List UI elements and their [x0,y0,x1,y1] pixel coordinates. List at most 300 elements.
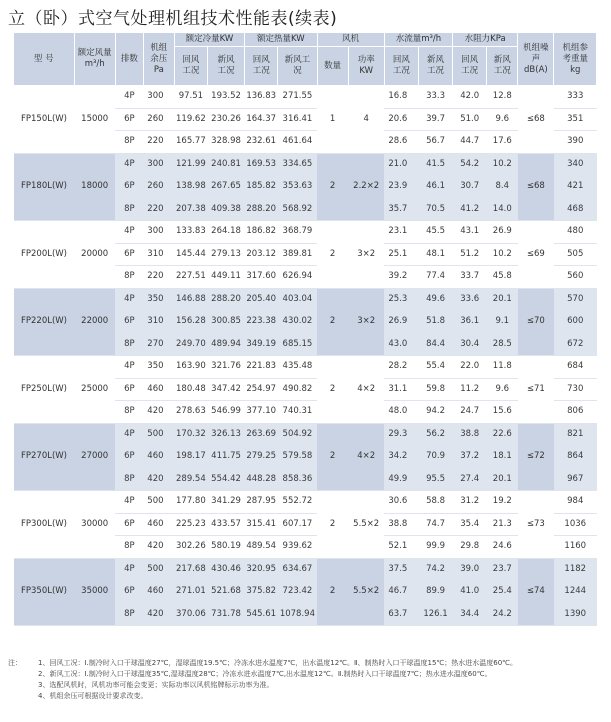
noise-value: ≤68 [518,86,554,154]
note-1: 1、回风工况：Ⅰ.制冷时入口干球温度27℃，湿球温度19.5℃；冷冻水进水温度7℃，出水温度12℃。Ⅱ、制热时入口干球温度15℃；热水进水温度60℃。 [38,659,518,667]
fan-qty: 2 [317,221,348,289]
static-pressure: 220 [143,198,174,221]
flow-return: 21.0 [384,153,418,176]
cooling-return: 289.54 [174,468,207,491]
cooling-fresh: 321.76 [207,356,244,379]
table-header [14,33,597,86]
heating-fresh: 368.79 [278,221,317,244]
static-pressure: 310 [143,311,174,334]
row-count: 8P [115,468,143,491]
flow-return: 48.0 [384,401,418,424]
res-return: 34.4 [453,603,487,626]
res-fresh: 26.9 [487,221,518,244]
fan-qty: 2 [317,423,348,491]
row-count: 8P [115,401,143,424]
flow-return: 20.6 [384,108,418,131]
model-name: FP350L(W) [14,558,74,626]
flow-fresh: 48.1 [418,243,452,266]
flow-return: 38.8 [384,513,418,536]
static-pressure: 420 [143,468,174,491]
cooling-return: 165.77 [174,131,207,154]
header-res-fresh: 新风工况 [487,47,518,86]
static-pressure: 300 [143,153,174,176]
static-pressure: 460 [143,446,174,469]
static-pressure: 460 [143,581,174,604]
res-return: 24.7 [453,401,487,424]
heating-fresh: 607.17 [278,513,317,536]
heating-return: 186.82 [245,221,278,244]
page-title: 立（卧）式空气处理机组技术性能表(续表) [8,9,338,29]
row-count: 4P [115,558,143,581]
model-group-fp350 [14,558,597,626]
table-row [14,356,597,379]
cooling-fresh: 411.75 [207,446,244,469]
row-count: 4P [115,86,143,109]
model-name: FP200L(W) [14,221,74,289]
fan-qty: 2 [317,491,348,559]
heating-return: 489.54 [245,536,278,559]
cooling-fresh: 328.98 [207,131,244,154]
row-count: 6P [115,176,143,199]
cooling-fresh: 546.99 [207,401,244,424]
heating-return: 223.38 [245,311,278,334]
table-row [14,423,597,446]
row-count: 6P [115,243,143,266]
static-pressure: 460 [143,513,174,536]
header-cooling: 额定冷量KW [174,33,244,47]
static-pressure: 460 [143,378,174,401]
flow-fresh: 49.6 [418,288,452,311]
flow-fresh: 56.2 [418,423,452,446]
res-return: 51.0 [453,108,487,131]
res-fresh: 45.8 [487,266,518,289]
flow-return: 16.8 [384,86,418,109]
flow-fresh: 33.3 [418,86,452,109]
cooling-fresh: 433.57 [207,513,244,536]
flow-return: 26.9 [384,311,418,334]
res-fresh: 8.4 [487,176,518,199]
weight-value: 1390 [554,603,597,626]
heating-fresh: 403.04 [278,288,317,311]
row-count: 4P [115,221,143,244]
row-count: 6P [115,311,143,334]
cooling-return: 227.51 [174,266,207,289]
heating-fresh: 634.67 [278,558,317,581]
header-water-resistance: 水阻力KPa [453,33,518,47]
weight-value: 672 [554,333,597,356]
fan-power: 5.5×2 [348,558,384,626]
model-group-fp180 [14,153,597,221]
res-return: 54.2 [453,153,487,176]
airflow-value: 20000 [74,221,115,289]
fan-qty: 2 [317,558,348,626]
table-row [14,491,597,514]
flow-fresh: 45.5 [418,221,452,244]
table-row [14,558,597,581]
table-row [14,153,597,176]
flow-return: 35.7 [384,198,418,221]
weight-value: 333 [554,86,597,109]
res-return: 37.2 [453,446,487,469]
cooling-return: 207.38 [174,198,207,221]
static-pressure: 260 [143,108,174,131]
noise-value: ≤71 [518,356,554,424]
heating-return: 315.41 [245,513,278,536]
airflow-value: 27000 [74,423,115,491]
res-fresh: 9.6 [487,108,518,131]
header-fan-qty: 数量 [317,47,348,86]
note-line [8,691,608,702]
cooling-return: 302.26 [174,536,207,559]
flow-return: 43.0 [384,333,418,356]
model-name: FP270L(W) [14,423,74,491]
header-model: 型 号 [14,33,74,86]
heating-return: 136.83 [245,86,278,109]
model-group-fp270 [14,423,597,491]
heating-return: 203.12 [245,243,278,266]
table-row [14,86,597,109]
res-return: 33.7 [453,266,487,289]
heating-return: 254.97 [245,378,278,401]
cooling-fresh: 267.65 [207,176,244,199]
static-pressure: 500 [143,423,174,446]
header-heating: 额定热量KW [245,33,317,47]
cooling-return: 225.23 [174,513,207,536]
heating-fresh: 685.15 [278,333,317,356]
fan-power: 4×2 [348,423,384,491]
note-3: 3、选配风机时，风机功率可能会变更；实际功率以风机铭牌标示功率为准。 [38,681,274,689]
heating-return: 349.19 [245,333,278,356]
cooling-fresh: 430.46 [207,558,244,581]
cooling-return: 119.62 [174,108,207,131]
static-pressure: 220 [143,131,174,154]
cooling-fresh: 521.68 [207,581,244,604]
flow-fresh: 70.9 [418,446,452,469]
performance-table [14,33,597,626]
heating-return: 377.10 [245,401,278,424]
flow-return: 28.6 [384,131,418,154]
model-group-fp250 [14,356,597,424]
heating-fresh: 552.72 [278,491,317,514]
flow-fresh: 58.8 [418,491,452,514]
weight-value: 864 [554,446,597,469]
static-pressure: 420 [143,401,174,424]
flow-return: 30.6 [384,491,418,514]
header-cooling-return: 回风工况 [174,47,207,86]
cooling-fresh: 279.13 [207,243,244,266]
res-fresh: 11.8 [487,356,518,379]
res-return: 35.4 [453,513,487,536]
header-airflow: 额定风量m³/h [74,33,115,86]
weight-value: 560 [554,266,597,289]
weight-value: 600 [554,311,597,334]
heating-return: 288.20 [245,198,278,221]
static-pressure: 310 [143,243,174,266]
heating-return: 448.28 [245,468,278,491]
airflow-value: 15000 [74,86,115,154]
weight-value: 421 [554,176,597,199]
cooling-fresh: 240.81 [207,153,244,176]
model-name: FP300L(W) [14,491,74,559]
cooling-fresh: 264.18 [207,221,244,244]
flow-fresh: 46.1 [418,176,452,199]
res-return: 43.1 [453,221,487,244]
heating-return: 169.53 [245,153,278,176]
fan-power: 5.5×2 [348,491,384,559]
cooling-fresh: 409.38 [207,198,244,221]
heating-fresh: 568.92 [278,198,317,221]
cooling-return: 180.48 [174,378,207,401]
row-count: 8P [115,603,143,626]
static-pressure: 420 [143,536,174,559]
res-return: 41.2 [453,198,487,221]
heating-return: 287.95 [245,491,278,514]
noise-value: ≤72 [518,423,554,491]
flow-return: 31.1 [384,378,418,401]
model-name: FP250L(W) [14,356,74,424]
cooling-fresh: 300.85 [207,311,244,334]
cooling-return: 97.51 [174,86,207,109]
row-count: 8P [115,266,143,289]
cooling-return: 217.68 [174,558,207,581]
res-fresh: 20.1 [487,468,518,491]
flow-return: 46.7 [384,581,418,604]
weight-value: 340 [554,153,597,176]
flow-fresh: 94.2 [418,401,452,424]
weight-value: 468 [554,198,597,221]
weight-value: 1036 [554,513,597,536]
row-count: 4P [115,491,143,514]
fan-qty: 1 [317,86,348,154]
res-return: 51.2 [453,243,487,266]
note-line [8,658,608,669]
res-return: 22.0 [453,356,487,379]
heating-fresh: 626.94 [278,266,317,289]
row-count: 6P [115,108,143,131]
res-fresh: 9.1 [487,311,518,334]
cooling-return: 121.99 [174,153,207,176]
res-return: 11.2 [453,378,487,401]
weight-value: 984 [554,491,597,514]
flow-return: 39.2 [384,266,418,289]
flow-return: 23.1 [384,221,418,244]
header-rows: 排数 [115,33,143,86]
table-row [14,288,597,311]
static-pressure: 420 [143,603,174,626]
res-fresh: 10.2 [487,153,518,176]
res-fresh: 15.6 [487,401,518,424]
weight-value: 480 [554,221,597,244]
heating-return: 221.83 [245,356,278,379]
fan-power: 2.2×2 [348,153,384,221]
cooling-fresh: 288.20 [207,288,244,311]
fan-qty: 2 [317,153,348,221]
flow-return: 34.2 [384,446,418,469]
note-label: 注： [8,659,22,667]
header-flow-return: 回风工况 [384,47,418,86]
res-fresh: 19.2 [487,491,518,514]
cooling-fresh: 554.42 [207,468,244,491]
flow-return: 25.3 [384,288,418,311]
header-fan-power: 功率KW [348,47,384,86]
cooling-return: 146.88 [174,288,207,311]
model-name: FP150L(W) [14,86,74,154]
res-return: 30.7 [453,176,487,199]
heating-fresh: 353.63 [278,176,317,199]
flow-fresh: 84.4 [418,333,452,356]
heating-fresh: 504.92 [278,423,317,446]
row-count: 8P [115,198,143,221]
cooling-fresh: 449.11 [207,266,244,289]
model-name: FP180L(W) [14,153,74,221]
heating-return: 263.69 [245,423,278,446]
noise-value: ≤73 [518,491,554,559]
cooling-fresh: 193.52 [207,86,244,109]
flow-return: 23.9 [384,176,418,199]
fan-power: 4 [348,86,384,154]
model-group-fp220 [14,288,597,356]
heating-return: 279.25 [245,446,278,469]
flow-fresh: 70.5 [418,198,452,221]
row-count: 4P [115,288,143,311]
static-pressure: 260 [143,176,174,199]
static-pressure: 270 [143,333,174,356]
heating-return: 375.82 [245,581,278,604]
heating-fresh: 939.62 [278,536,317,559]
res-fresh: 20.1 [487,288,518,311]
noise-value: ≤70 [518,288,554,356]
note-2: 2、新风工况：Ⅰ.制冷时入口干球温度35℃,湿球温度28℃；冷冻水进水温度7℃,出水温度12℃。Ⅱ.制热时入口干球温度7℃；热水进水温度60℃。 [38,670,492,678]
cooling-return: 138.98 [174,176,207,199]
note-line [8,680,608,691]
heating-fresh: 858.36 [278,468,317,491]
res-fresh: 24.2 [487,603,518,626]
row-count: 4P [115,423,143,446]
header-res-return: 回风工况 [453,47,487,86]
res-return: 38.8 [453,423,487,446]
airflow-value: 22000 [74,288,115,356]
cooling-fresh: 341.29 [207,491,244,514]
header-cooling-fresh: 新风工况 [207,47,244,86]
flow-fresh: 89.9 [418,581,452,604]
cooling-fresh: 347.42 [207,378,244,401]
flow-return: 37.5 [384,558,418,581]
header-heating-return: 回风工况 [245,47,278,86]
res-fresh: 25.4 [487,581,518,604]
row-count: 6P [115,446,143,469]
weight-value: 821 [554,423,597,446]
flow-fresh: 99.9 [418,536,452,559]
noise-value: ≤68 [518,153,554,221]
res-fresh: 14.0 [487,198,518,221]
row-count: 6P [115,513,143,536]
heating-fresh: 579.58 [278,446,317,469]
weight-value: 1160 [554,536,597,559]
cooling-return: 133.83 [174,221,207,244]
cooling-fresh: 326.13 [207,423,244,446]
heating-fresh: 1078.94 [278,603,317,626]
fan-qty: 2 [317,288,348,356]
flow-fresh: 77.4 [418,266,452,289]
cooling-return: 370.06 [174,603,207,626]
header-static-pressure: 机组余压Pa [143,33,174,86]
heating-return: 317.60 [245,266,278,289]
heating-return: 320.95 [245,558,278,581]
res-fresh: 18.1 [487,446,518,469]
res-return: 42.0 [453,86,487,109]
heating-return: 232.61 [245,131,278,154]
table-row [14,221,597,244]
res-fresh: 17.6 [487,131,518,154]
cooling-fresh: 580.19 [207,536,244,559]
res-return: 39.0 [453,558,487,581]
row-count: 8P [115,333,143,356]
flow-fresh: 41.5 [418,153,452,176]
fan-qty: 2 [317,356,348,424]
airflow-value: 30000 [74,491,115,559]
flow-fresh: 126.1 [418,603,452,626]
res-fresh: 12.8 [487,86,518,109]
cooling-fresh: 489.94 [207,333,244,356]
res-fresh: 23.7 [487,558,518,581]
heating-fresh: 271.55 [278,86,317,109]
flow-fresh: 55.4 [418,356,452,379]
flow-fresh: 74.2 [418,558,452,581]
note-line [8,669,608,680]
weight-value: 1244 [554,581,597,604]
header-flow-fresh: 新风工况 [418,47,452,86]
res-return: 36.1 [453,311,487,334]
fan-power: 3×2 [348,221,384,289]
row-count: 4P [115,356,143,379]
header-water-flow: 水流量m³/h [384,33,452,47]
heating-return: 205.40 [245,288,278,311]
res-return: 41.0 [453,581,487,604]
res-return: 33.6 [453,288,487,311]
flow-fresh: 51.8 [418,311,452,334]
flow-return: 63.7 [384,603,418,626]
res-fresh: 21.3 [487,513,518,536]
res-fresh: 9.6 [487,378,518,401]
airflow-value: 18000 [74,153,115,221]
heating-fresh: 430.02 [278,311,317,334]
flow-fresh: 95.5 [418,468,452,491]
res-return: 30.4 [453,333,487,356]
weight-value: 730 [554,378,597,401]
cooling-return: 271.01 [174,581,207,604]
static-pressure: 300 [143,221,174,244]
row-count: 8P [115,131,143,154]
header-weight: 机组参考重量kg [554,33,597,86]
heating-fresh: 435.48 [278,356,317,379]
cooling-return: 249.70 [174,333,207,356]
heating-fresh: 461.64 [278,131,317,154]
flow-fresh: 74.7 [418,513,452,536]
static-pressure: 350 [143,288,174,311]
cooling-return: 198.17 [174,446,207,469]
cooling-return: 177.80 [174,491,207,514]
row-count: 6P [115,581,143,604]
static-pressure: 220 [143,266,174,289]
res-return: 44.7 [453,131,487,154]
model-group-fp200 [14,221,597,289]
weight-value: 967 [554,468,597,491]
flow-return: 25.1 [384,243,418,266]
res-return: 29.8 [453,536,487,559]
row-count: 4P [115,153,143,176]
heating-return: 185.82 [245,176,278,199]
static-pressure: 350 [143,356,174,379]
